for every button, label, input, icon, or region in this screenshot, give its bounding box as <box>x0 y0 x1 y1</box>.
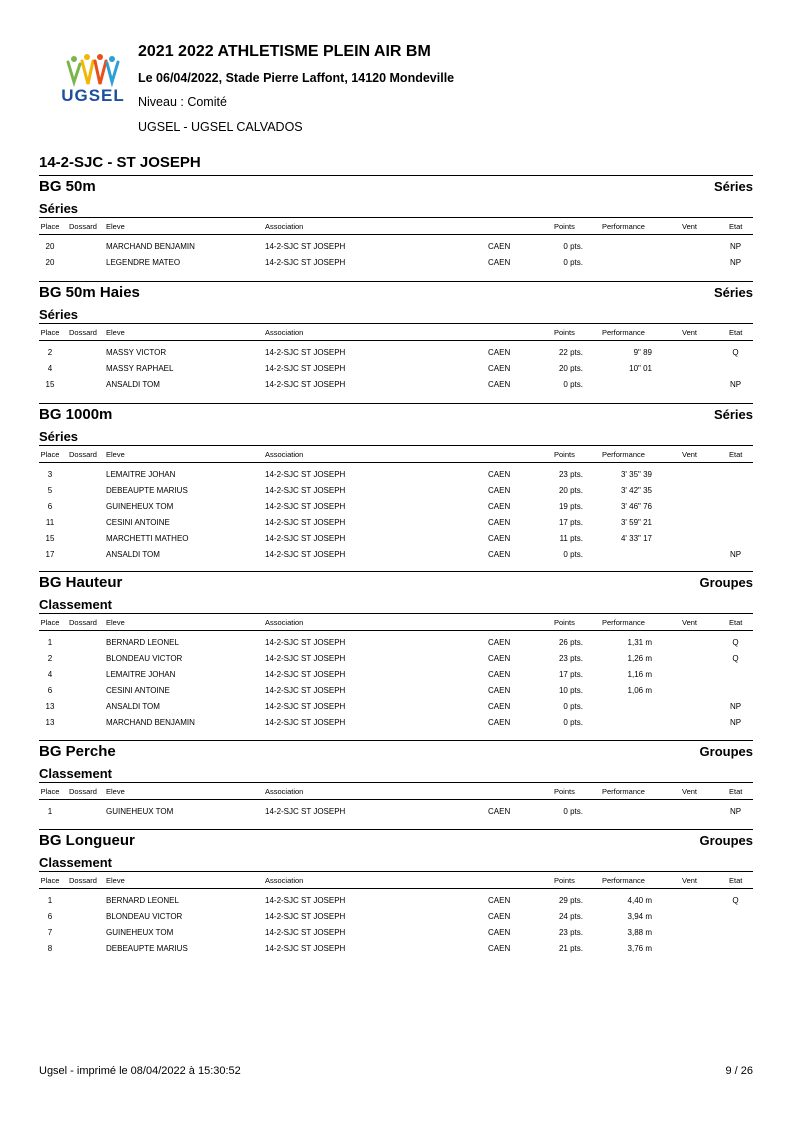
event-name: BG 1000m <box>39 406 113 423</box>
cell-points: 10 pts. <box>558 686 583 695</box>
cell-name: MASSY RAPHAEL <box>106 364 174 373</box>
meeting-level: Niveau : Comité <box>138 95 227 109</box>
cell-name: ANSALDI TOM <box>106 702 160 711</box>
column-header-performance: Performance <box>602 787 645 796</box>
event-header <box>39 740 753 763</box>
table-row <box>39 892 753 908</box>
cell-assoc: 14-2-SJC ST JOSEPH <box>265 912 346 921</box>
cell-city: CAEN <box>488 242 511 251</box>
cell-perf: 3' 42" 35 <box>620 486 652 495</box>
event-name: BG Perche <box>39 743 116 760</box>
event-round-type: Séries <box>713 407 753 422</box>
cell-city: CAEN <box>488 718 511 727</box>
cell-perf: 3' 59" 21 <box>620 518 652 527</box>
round-label: Séries <box>39 198 753 218</box>
cell-points: 23 pts. <box>558 654 583 663</box>
table-row <box>39 650 753 666</box>
cell-perf: 1,06 m <box>627 686 652 695</box>
cell-name: GUINEHEUX TOM <box>106 928 174 937</box>
cell-points: 0 pts. <box>563 718 583 727</box>
cell-assoc: 14-2-SJC ST JOSEPH <box>265 502 346 511</box>
column-header-etat: Etat <box>729 876 743 885</box>
column-header-eleve: Eleve <box>106 787 125 796</box>
cell-etat: NP <box>729 258 742 267</box>
cell-points: 0 pts. <box>563 550 583 559</box>
cell-city: CAEN <box>488 702 511 711</box>
cell-city: CAEN <box>488 654 511 663</box>
cell-city: CAEN <box>488 380 511 389</box>
cell-name: DEBEAUPTE MARIUS <box>106 486 188 495</box>
cell-etat: Q <box>732 348 739 357</box>
column-header-vent: Vent <box>682 876 698 885</box>
cell-points: 24 pts. <box>558 912 583 921</box>
column-header-place: Place <box>40 787 60 796</box>
column-header-eleve: Eleve <box>106 876 125 885</box>
cell-city: CAEN <box>488 807 511 816</box>
column-header-etat: Etat <box>729 618 743 627</box>
cell-perf: 3,88 m <box>627 928 652 937</box>
column-header-performance: Performance <box>602 328 645 337</box>
meeting-organizer: UGSEL - UGSEL CALVADOS <box>138 120 303 134</box>
cell-city: CAEN <box>488 486 511 495</box>
cell-etat: NP <box>729 807 742 816</box>
event-section <box>39 281 753 392</box>
cell-etat: Q <box>732 654 739 663</box>
cell-points: 0 pts. <box>563 807 583 816</box>
cell-points: 17 pts. <box>558 670 583 679</box>
cell-perf: 1,26 m <box>627 654 652 663</box>
cell-name: MARCHAND BENJAMIN <box>106 242 195 251</box>
cell-assoc: 14-2-SJC ST JOSEPH <box>265 928 346 937</box>
cell-points: 0 pts. <box>563 242 583 251</box>
table-row <box>39 698 753 714</box>
column-header-association: Association <box>265 222 304 231</box>
cell-assoc: 14-2-SJC ST JOSEPH <box>265 686 346 695</box>
cell-city: CAEN <box>488 348 511 357</box>
cell-city: CAEN <box>488 896 511 905</box>
cell-place: 20 <box>45 242 55 251</box>
column-header-etat: Etat <box>729 222 743 231</box>
cell-assoc: 14-2-SJC ST JOSEPH <box>265 486 346 495</box>
cell-name: DEBEAUPTE MARIUS <box>106 944 188 953</box>
table-row <box>39 908 753 924</box>
column-header-place: Place <box>40 618 60 627</box>
cell-assoc: 14-2-SJC ST JOSEPH <box>265 518 346 527</box>
cell-place: 6 <box>47 912 53 921</box>
column-header-eleve: Eleve <box>106 328 125 337</box>
cell-name: BERNARD LEONEL <box>106 638 179 647</box>
cell-name: ANSALDI TOM <box>106 380 160 389</box>
event-name: BG 50m <box>39 178 96 195</box>
cell-assoc: 14-2-SJC ST JOSEPH <box>265 670 346 679</box>
event-section <box>39 175 753 270</box>
event-round-type: Séries <box>713 179 753 194</box>
column-header-vent: Vent <box>682 222 698 231</box>
cell-points: 23 pts. <box>558 470 583 479</box>
cell-assoc: 14-2-SJC ST JOSEPH <box>265 638 346 647</box>
column-header-eleve: Eleve <box>106 222 125 231</box>
cell-perf: 1,16 m <box>627 670 652 679</box>
column-header-dossard: Dossard <box>69 450 97 459</box>
column-header-place: Place <box>40 450 60 459</box>
cell-assoc: 14-2-SJC ST JOSEPH <box>265 896 346 905</box>
cell-etat: Q <box>732 638 739 647</box>
cell-etat: NP <box>729 718 742 727</box>
table-row <box>39 344 753 360</box>
cell-city: CAEN <box>488 502 511 511</box>
cell-assoc: 14-2-SJC ST JOSEPH <box>265 807 346 816</box>
round-label: Classement <box>39 594 753 614</box>
cell-assoc: 14-2-SJC ST JOSEPH <box>265 944 346 953</box>
cell-place: 2 <box>47 348 53 357</box>
event-section <box>39 829 753 956</box>
column-header-dossard: Dossard <box>69 222 97 231</box>
cell-city: CAEN <box>488 670 511 679</box>
cell-place: 1 <box>47 807 53 816</box>
document-header <box>138 42 454 136</box>
cell-points: 20 pts. <box>558 486 583 495</box>
cell-points: 0 pts. <box>563 258 583 267</box>
table-row <box>39 803 753 819</box>
cell-points: 11 pts. <box>559 534 583 543</box>
table-row <box>39 482 753 498</box>
column-header-etat: Etat <box>729 450 743 459</box>
cell-etat: NP <box>729 550 742 559</box>
column-header-points: Points <box>554 328 575 337</box>
cell-place: 13 <box>45 702 55 711</box>
column-header-dossard: Dossard <box>69 876 97 885</box>
results-rows <box>39 463 753 562</box>
column-header-row <box>39 872 753 889</box>
cell-place: 5 <box>47 486 53 495</box>
cell-points: 29 pts. <box>558 896 583 905</box>
event-round-type: Séries <box>713 285 753 300</box>
cell-city: CAEN <box>488 550 511 559</box>
column-header-row <box>39 446 753 463</box>
cell-place: 6 <box>47 502 53 511</box>
cell-place: 1 <box>47 638 53 647</box>
event-header <box>39 403 753 426</box>
cell-city: CAEN <box>488 928 511 937</box>
cell-assoc: 14-2-SJC ST JOSEPH <box>265 654 346 663</box>
cell-perf: 4,40 m <box>627 896 652 905</box>
results-rows <box>39 235 753 270</box>
column-header-etat: Etat <box>729 787 743 796</box>
column-header-dossard: Dossard <box>69 328 97 337</box>
cell-place: 15 <box>45 534 55 543</box>
cell-place: 4 <box>47 670 53 679</box>
event-section <box>39 571 753 730</box>
round-label: Classement <box>39 852 753 872</box>
column-header-etat: Etat <box>729 328 743 337</box>
column-header-points: Points <box>554 450 575 459</box>
cell-city: CAEN <box>488 944 511 953</box>
cell-place: 8 <box>47 944 53 953</box>
cell-city: CAEN <box>488 912 511 921</box>
meeting-date-venue: Le 06/04/2022, Stade Pierre Laffont, 14120 Mondeville <box>138 71 455 85</box>
cell-name: BLONDEAU VICTOR <box>106 912 183 921</box>
event-header <box>39 571 753 594</box>
cell-perf: 9" 89 <box>633 348 652 357</box>
cell-perf: 3,94 m <box>627 912 652 921</box>
event-round-type: Groupes <box>699 744 753 759</box>
cell-place: 7 <box>47 928 53 937</box>
cell-name: CESINI ANTOINE <box>106 518 170 527</box>
cell-name: LEMAITRE JOHAN <box>106 670 176 679</box>
cell-place: 15 <box>45 380 55 389</box>
column-header-vent: Vent <box>682 618 698 627</box>
table-row <box>39 666 753 682</box>
column-header-association: Association <box>265 450 304 459</box>
table-row <box>39 498 753 514</box>
cell-city: CAEN <box>488 638 511 647</box>
cell-name: GUINEHEUX TOM <box>106 502 174 511</box>
table-row <box>39 714 753 730</box>
column-header-points: Points <box>554 787 575 796</box>
results-rows <box>39 631 753 730</box>
cell-assoc: 14-2-SJC ST JOSEPH <box>265 348 346 357</box>
cell-city: CAEN <box>488 686 511 695</box>
column-header-dossard: Dossard <box>69 787 97 796</box>
table-row <box>39 634 753 650</box>
cell-name: BLONDEAU VICTOR <box>106 654 183 663</box>
cell-place: 3 <box>47 470 53 479</box>
event-name: BG 50m Haies <box>39 284 140 301</box>
column-header-performance: Performance <box>602 222 645 231</box>
cell-assoc: 14-2-SJC ST JOSEPH <box>265 258 346 267</box>
event-round-type: Groupes <box>699 833 753 848</box>
cell-name: LEMAITRE JOHAN <box>106 470 176 479</box>
club-title: 14-2-SJC - ST JOSEPH <box>39 154 201 171</box>
cell-points: 23 pts. <box>558 928 583 937</box>
cell-place: 20 <box>45 258 55 267</box>
table-row <box>39 924 753 940</box>
cell-perf: 10" 01 <box>629 364 652 373</box>
cell-points: 0 pts. <box>563 380 583 389</box>
column-header-row <box>39 218 753 235</box>
results-rows <box>39 800 753 819</box>
cell-assoc: 14-2-SJC ST JOSEPH <box>265 702 346 711</box>
column-header-place: Place <box>40 876 60 885</box>
table-row <box>39 376 753 392</box>
column-header-row <box>39 783 753 800</box>
ugsel-logo <box>60 52 130 108</box>
cell-points: 19 pts. <box>558 502 583 511</box>
cell-points: 21 pts. <box>558 944 583 953</box>
event-header <box>39 175 753 198</box>
cell-assoc: 14-2-SJC ST JOSEPH <box>265 550 346 559</box>
round-label: Séries <box>39 304 753 324</box>
column-header-eleve: Eleve <box>106 618 125 627</box>
round-label: Séries <box>39 426 753 446</box>
cell-place: 6 <box>47 686 53 695</box>
event-section <box>39 740 753 819</box>
table-row <box>39 546 753 562</box>
cell-etat: NP <box>729 242 742 251</box>
cell-perf: 3,76 m <box>627 944 652 953</box>
table-row <box>39 530 753 546</box>
cell-name: GUINEHEUX TOM <box>106 807 174 816</box>
page-number: 9 / 26 <box>725 1065 753 1077</box>
cell-assoc: 14-2-SJC ST JOSEPH <box>265 470 346 479</box>
event-name: BG Hauteur <box>39 574 123 591</box>
round-label: Classement <box>39 763 753 783</box>
table-row <box>39 940 753 956</box>
cell-name: CESINI ANTOINE <box>106 686 170 695</box>
cell-points: 17 pts. <box>558 518 583 527</box>
cell-points: 22 pts. <box>558 348 583 357</box>
cell-name: MASSY VICTOR <box>106 348 167 357</box>
cell-place: 2 <box>47 654 53 663</box>
event-round-type: Groupes <box>699 575 753 590</box>
column-header-performance: Performance <box>602 450 645 459</box>
column-header-vent: Vent <box>682 328 698 337</box>
cell-points: 20 pts. <box>558 364 583 373</box>
cell-assoc: 14-2-SJC ST JOSEPH <box>265 718 346 727</box>
cell-city: CAEN <box>488 518 511 527</box>
logo-text: UGSEL <box>61 86 125 105</box>
cell-assoc: 14-2-SJC ST JOSEPH <box>265 364 346 373</box>
event-name: BG Longueur <box>39 832 135 849</box>
cell-place: 17 <box>45 550 55 559</box>
cell-perf: 4' 33" 17 <box>620 534 652 543</box>
table-row <box>39 466 753 482</box>
results-rows <box>39 889 753 956</box>
column-header-points: Points <box>554 876 575 885</box>
logo-figures-icon <box>60 52 126 88</box>
cell-place: 11 <box>45 518 55 527</box>
column-header-dossard: Dossard <box>69 618 97 627</box>
cell-perf: 3' 35" 39 <box>620 470 652 479</box>
column-header-points: Points <box>554 618 575 627</box>
cell-etat: NP <box>729 702 742 711</box>
event-header <box>39 829 753 852</box>
column-header-association: Association <box>265 618 304 627</box>
cell-points: 0 pts. <box>563 702 583 711</box>
column-header-association: Association <box>265 787 304 796</box>
cell-city: CAEN <box>488 258 511 267</box>
column-header-place: Place <box>40 222 60 231</box>
cell-assoc: 14-2-SJC ST JOSEPH <box>265 242 346 251</box>
table-row <box>39 360 753 376</box>
cell-name: ANSALDI TOM <box>106 550 160 559</box>
cell-points: 26 pts. <box>558 638 583 647</box>
cell-place: 13 <box>45 718 55 727</box>
cell-city: CAEN <box>488 470 511 479</box>
column-header-association: Association <box>265 328 304 337</box>
column-header-row <box>39 324 753 341</box>
cell-city: CAEN <box>488 534 511 543</box>
column-header-performance: Performance <box>602 876 645 885</box>
column-header-association: Association <box>265 876 304 885</box>
cell-perf: 1,31 m <box>627 638 652 647</box>
print-footer: Ugsel - imprimé le 08/04/2022 à 15:30:52 <box>39 1065 241 1077</box>
cell-assoc: 14-2-SJC ST JOSEPH <box>265 534 346 543</box>
cell-name: MARCHAND BENJAMIN <box>106 718 195 727</box>
table-row <box>39 254 753 270</box>
cell-city: CAEN <box>488 364 511 373</box>
cell-name: BERNARD LEONEL <box>106 896 179 905</box>
results-rows <box>39 341 753 392</box>
column-header-points: Points <box>554 222 575 231</box>
event-section <box>39 403 753 562</box>
table-row <box>39 682 753 698</box>
column-header-eleve: Eleve <box>106 450 125 459</box>
cell-perf: 3' 46" 76 <box>620 502 652 511</box>
meeting-title: 2021 2022 ATHLETISME PLEIN AIR BM <box>138 43 431 60</box>
cell-name: MARCHETTI MATHEO <box>106 534 189 543</box>
column-header-row <box>39 614 753 631</box>
column-header-vent: Vent <box>682 450 698 459</box>
cell-place: 1 <box>47 896 53 905</box>
cell-place: 4 <box>47 364 53 373</box>
cell-etat: NP <box>729 380 742 389</box>
table-row <box>39 238 753 254</box>
cell-assoc: 14-2-SJC ST JOSEPH <box>265 380 346 389</box>
table-row <box>39 514 753 530</box>
cell-name: LEGENDRE MATEO <box>106 258 181 267</box>
cell-etat: Q <box>732 896 739 905</box>
column-header-vent: Vent <box>682 787 698 796</box>
event-header <box>39 281 753 304</box>
column-header-performance: Performance <box>602 618 645 627</box>
column-header-place: Place <box>40 328 60 337</box>
